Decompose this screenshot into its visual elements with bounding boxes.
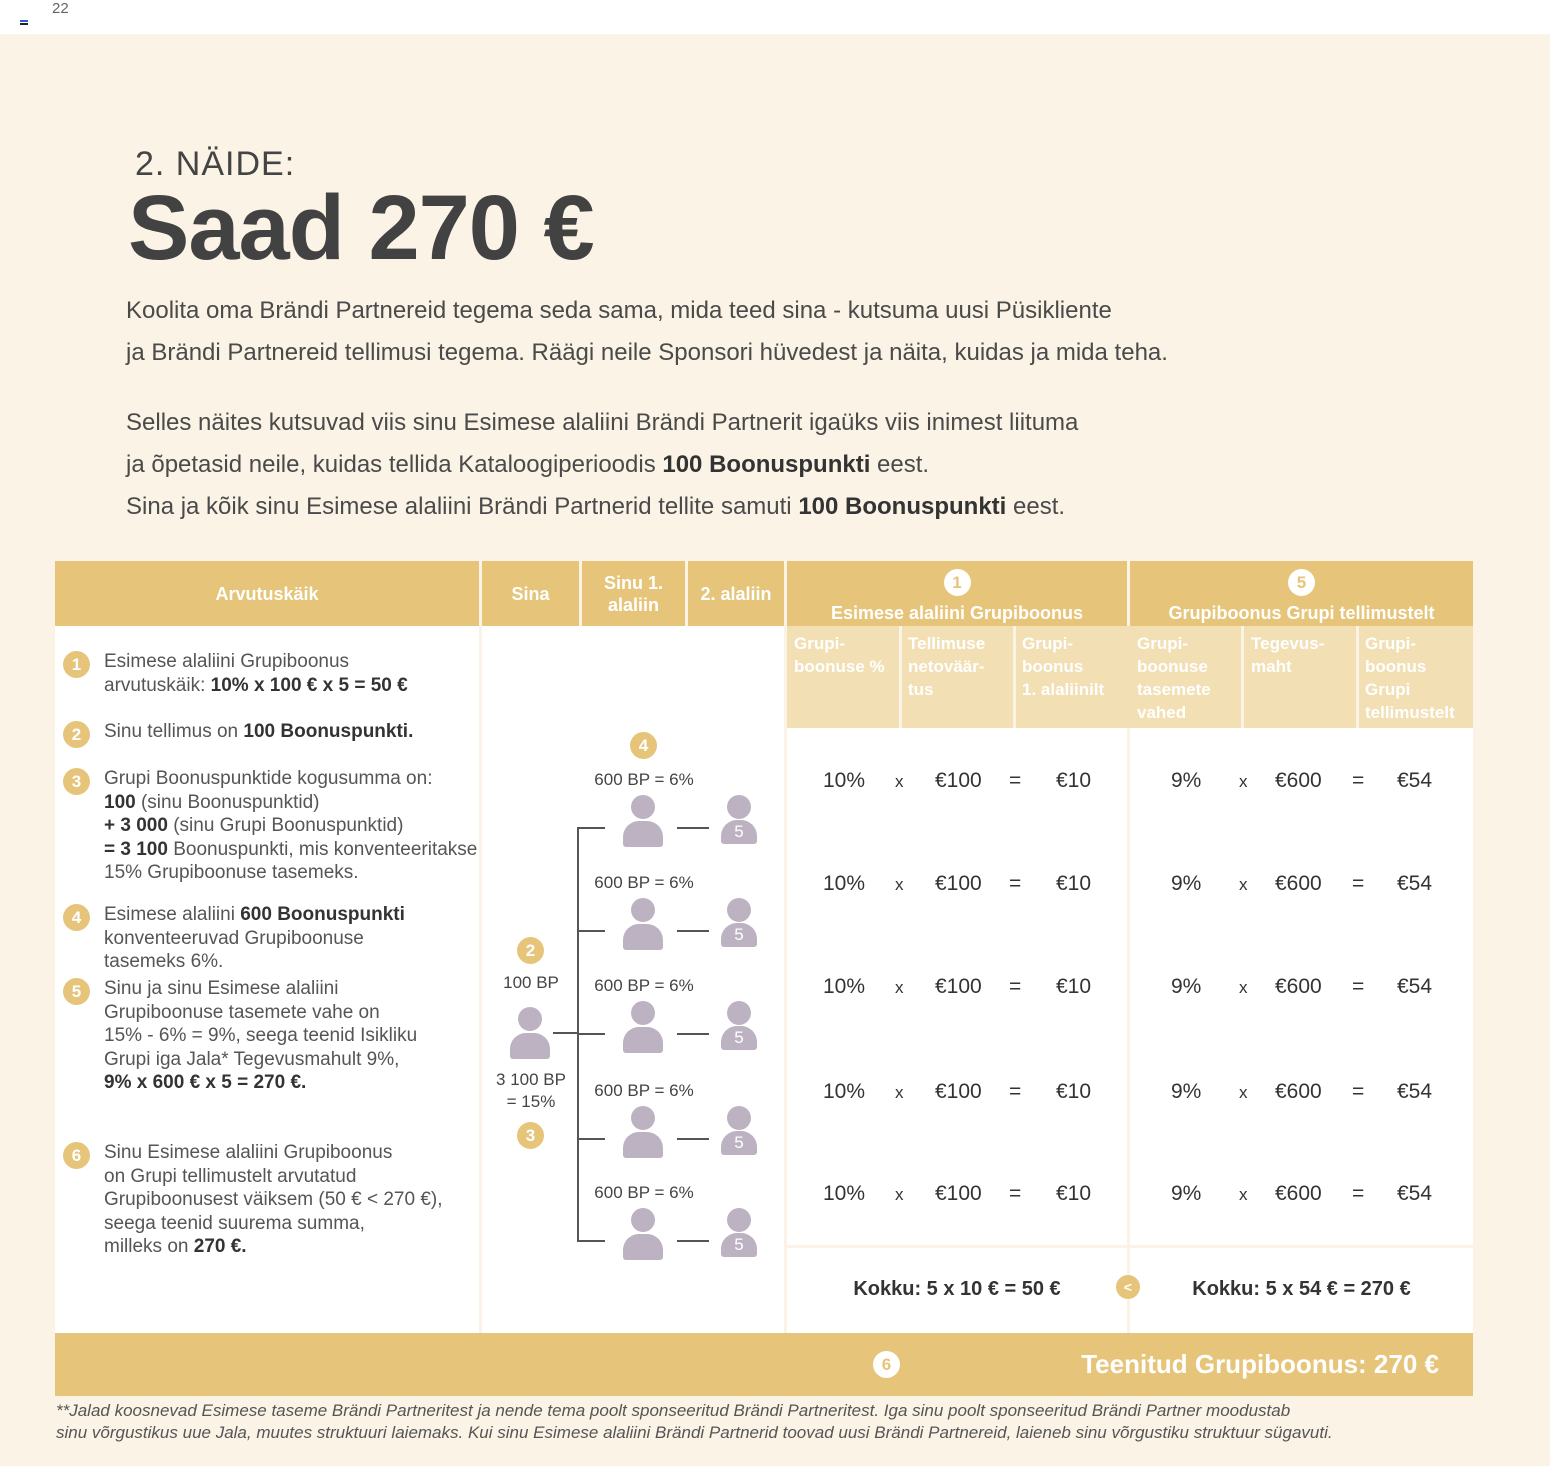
number-badge: 5 bbox=[1288, 569, 1315, 596]
example-label: 2. NÄIDE: bbox=[135, 145, 296, 183]
step-6: 6 Sinu Esimese alaliini Grupiboonus on Grupi tellimustelt arvutatud Grupiboonusest väiksem (50 € < 270 €), seega teenid suurema summa, milleks on 270 €. bbox=[63, 1141, 443, 1259]
group-bonus: €54 bbox=[1397, 872, 1433, 895]
equals-sign: = bbox=[1352, 769, 1365, 792]
leg-bp: 600 BP = 6% bbox=[594, 976, 694, 995]
leg-bp: 600 BP = 6% bbox=[594, 770, 694, 789]
net-value: €100 bbox=[935, 1182, 982, 1205]
equals-sign: = bbox=[1352, 872, 1365, 895]
volume: €600 bbox=[1275, 872, 1322, 895]
intro-line: Selles näites kutsuvad viis sinu Esimese alaliini Brändi Partnerit igaüks viis inimest liituma bbox=[126, 409, 1079, 436]
volume: €600 bbox=[1275, 1080, 1322, 1103]
sub-person-icon: 5 bbox=[721, 898, 757, 946]
equals-sign: = bbox=[1009, 1080, 1022, 1103]
line1-bonus: €10 bbox=[1056, 1080, 1092, 1103]
level-diff: 9% bbox=[1171, 975, 1202, 998]
number-badge: 4 bbox=[630, 732, 657, 759]
you-person-icon bbox=[510, 1007, 550, 1059]
bonus-pct: 10% bbox=[823, 769, 866, 792]
header-calc: Arvutuskäik bbox=[55, 561, 479, 626]
subheader-net-value: Tellimuse netoväär- tus bbox=[908, 634, 986, 699]
you-bp: 100 BP bbox=[503, 973, 559, 992]
number-badge: 4 bbox=[63, 904, 90, 931]
leg-person-icon bbox=[623, 795, 663, 847]
total-first-line: Kokku: 5 x 10 € = 50 € bbox=[853, 1278, 1061, 1300]
line1-bonus: €10 bbox=[1056, 769, 1092, 792]
equals-sign: = bbox=[1009, 1182, 1022, 1205]
leg-connector bbox=[677, 1138, 709, 1140]
number-badge: 3 bbox=[517, 1122, 544, 1149]
step-1: 1 Esimese alaliini Grupiboonus arvutuskäik: 10% x 100 € x 5 = 50 € bbox=[63, 650, 408, 697]
header-line2: 2. alaliin bbox=[688, 561, 784, 626]
line1-bonus: €10 bbox=[1056, 1182, 1092, 1205]
tree-branch bbox=[577, 1033, 605, 1035]
leg-connector bbox=[677, 930, 709, 932]
level-diff: 9% bbox=[1171, 1080, 1202, 1103]
equals-sign: = bbox=[1352, 975, 1365, 998]
page-title: Saad 270 € bbox=[128, 177, 594, 279]
tree-branch bbox=[577, 1240, 605, 1242]
intro-text bbox=[126, 290, 1376, 528]
intro-line: Koolita oma Brändi Partnereid tegema seda sama, mida teed sina - kutsuma uusi Püsikliente bbox=[126, 297, 1112, 324]
times-sign: x bbox=[1239, 772, 1248, 791]
tree-branch bbox=[577, 827, 605, 829]
number-badge: 6 bbox=[63, 1142, 90, 1169]
step-2: 2 Sinu tellimus on 100 Boonuspunkti. bbox=[63, 720, 413, 748]
sub-person-icon: 5 bbox=[721, 1208, 757, 1256]
number-badge: 6 bbox=[873, 1351, 900, 1378]
bonus-pct: 10% bbox=[823, 1182, 866, 1205]
line1-bonus: €10 bbox=[1056, 872, 1092, 895]
leg-person-icon bbox=[623, 898, 663, 950]
leg-bp: 600 BP = 6% bbox=[594, 873, 694, 892]
net-value: €100 bbox=[935, 872, 982, 895]
bonus-pct: 10% bbox=[823, 872, 866, 895]
header-you: Sina bbox=[482, 561, 579, 626]
step-5: 5 Sinu ja sinu Esimese alaliini Grupiboonuse tasemete vahe on 15% - 6% = 9%, seega teenid Isikliku Grupi iga Jala* Tegevusmahult 9%, 9% x 600 € x 5 = 270 €. bbox=[63, 977, 417, 1095]
header-first-line-bonus: 1 Esimese alaliini Grupiboonus bbox=[787, 561, 1127, 626]
less-than-badge: < bbox=[1116, 1275, 1140, 1299]
times-sign: x bbox=[1239, 978, 1248, 997]
footnote: **Jalad koosnevad Esimese taseme Brändi Partneritest ja nende tema poolt sponseeritud Brändi Partneritest. Iga sinu poolt sponseeritud Brändi Partner moodustab sinu võrgustikus uue Jala, muutes struktuuri laiemaks. Kui sinu Esimese alaliini Brändi Partnerid toovad uusi Brändi Partnereid, laieneb sinu võrgustiku struktuur sügavuti. bbox=[56, 1401, 1333, 1442]
leg-person-icon bbox=[623, 1106, 663, 1158]
level-diff: 9% bbox=[1171, 872, 1202, 895]
subheader-bonus-pct: Grupi- boonuse % bbox=[794, 634, 885, 676]
page-number: 22 bbox=[52, 0, 69, 17]
volume: €600 bbox=[1275, 1182, 1322, 1205]
times-sign: x bbox=[895, 1083, 904, 1102]
leg-person-icon bbox=[623, 1208, 663, 1260]
times-sign: x bbox=[1239, 1083, 1248, 1102]
times-sign: x bbox=[895, 772, 904, 791]
tree-branch bbox=[577, 930, 605, 932]
bonus-pct: 10% bbox=[823, 975, 866, 998]
equals-sign: = bbox=[1009, 872, 1022, 895]
line1-bonus: €10 bbox=[1056, 975, 1092, 998]
result-text: Teenitud Grupiboonus: 270 € bbox=[1081, 1349, 1439, 1379]
sub-person-icon: 5 bbox=[721, 795, 757, 843]
group-bonus: €54 bbox=[1397, 769, 1433, 792]
volume: €600 bbox=[1275, 975, 1322, 998]
equals-sign: = bbox=[1352, 1182, 1365, 1205]
equals-sign: = bbox=[1009, 769, 1022, 792]
tree-branch bbox=[577, 1138, 605, 1140]
equals-sign: = bbox=[1352, 1080, 1365, 1103]
result-bar bbox=[55, 1333, 1473, 1396]
level-diff: 9% bbox=[1171, 1182, 1202, 1205]
sub-person-icon: 5 bbox=[721, 1001, 757, 1049]
totals-divider bbox=[787, 1245, 1473, 1248]
number-badge: 1 bbox=[63, 651, 90, 678]
group-bonus: €54 bbox=[1397, 1080, 1433, 1103]
flag-icon bbox=[20, 20, 28, 27]
intro-line: Sina ja kõik sinu Esimese alaliini Brändi Partnerid tellite samuti 100 Boonuspunkti eest. bbox=[126, 493, 1066, 520]
subheader-volume: Tegevus- maht bbox=[1251, 634, 1325, 676]
times-sign: x bbox=[895, 978, 904, 997]
times-sign: x bbox=[895, 1185, 904, 1204]
step-3: 3 Grupi Boonuspunktide kogusumma on: 100 (sinu Boonuspunktid) + 3 000 (sinu Grupi Boonuspunktid) = 3 100 Boonuspunkti, mis konventeeritakse 15% Grupiboonuse tasemeks. bbox=[63, 767, 477, 885]
you-total: 3 100 BP = 15% bbox=[496, 1070, 566, 1111]
number-badge: 5 bbox=[63, 978, 90, 1005]
net-value: €100 bbox=[935, 1080, 982, 1103]
leg-connector bbox=[677, 827, 709, 829]
leg-bp: 600 BP = 6% bbox=[594, 1081, 694, 1100]
leg-connector bbox=[677, 1240, 709, 1242]
subheader-line1-bonus: Grupi- boonus 1. alaliinilt bbox=[1022, 634, 1105, 699]
tree-connector bbox=[553, 1032, 579, 1034]
times-sign: x bbox=[1239, 1185, 1248, 1204]
subheader-level-diff: Grupi- boonuse tasemete vahed bbox=[1137, 634, 1211, 722]
volume: €600 bbox=[1275, 769, 1322, 792]
equals-sign: = bbox=[1009, 975, 1022, 998]
level-diff: 9% bbox=[1171, 769, 1202, 792]
leg-person-icon bbox=[623, 1001, 663, 1053]
leg-connector bbox=[677, 1033, 709, 1035]
times-sign: x bbox=[1239, 875, 1248, 894]
bonus-pct: 10% bbox=[823, 1080, 866, 1103]
times-sign: x bbox=[895, 875, 904, 894]
number-badge: 1 bbox=[944, 569, 971, 596]
group-bonus: €54 bbox=[1397, 1182, 1433, 1205]
net-value: €100 bbox=[935, 975, 982, 998]
top-bar bbox=[0, 0, 1550, 34]
header-group-bonus: 5 Grupiboonus Grupi tellimustelt bbox=[1130, 561, 1473, 626]
header-line1: Sinu 1. alaliin bbox=[582, 561, 685, 626]
sub-person-icon: 5 bbox=[721, 1106, 757, 1154]
number-badge: 2 bbox=[63, 721, 90, 748]
leg-bp: 600 BP = 6% bbox=[594, 1183, 694, 1202]
intro-line: ja õpetasid neile, kuidas tellida Kataloogiperioodis 100 Boonuspunkti eest. bbox=[126, 451, 930, 478]
total-group: Kokku: 5 x 54 € = 270 € bbox=[1192, 1278, 1411, 1300]
subheader-group-bonus: Grupi- boonus Grupi tellimustelt bbox=[1365, 634, 1455, 722]
number-badge: 2 bbox=[517, 937, 544, 964]
intro-line: ja Brändi Partnereid tellimusi tegema. Räägi neile Sponsori hüvedest ja näita, kuidas ja mida teha. bbox=[126, 339, 1168, 366]
group-bonus: €54 bbox=[1397, 975, 1433, 998]
bonus-table bbox=[55, 561, 1473, 1396]
number-badge: 3 bbox=[63, 768, 90, 795]
step-4: 4 Esimese alaliini 600 Boonuspunkti konventeeruvad Grupiboonuse tasemeks 6%. bbox=[63, 903, 405, 974]
column-divider bbox=[479, 561, 482, 1333]
net-value: €100 bbox=[935, 769, 982, 792]
